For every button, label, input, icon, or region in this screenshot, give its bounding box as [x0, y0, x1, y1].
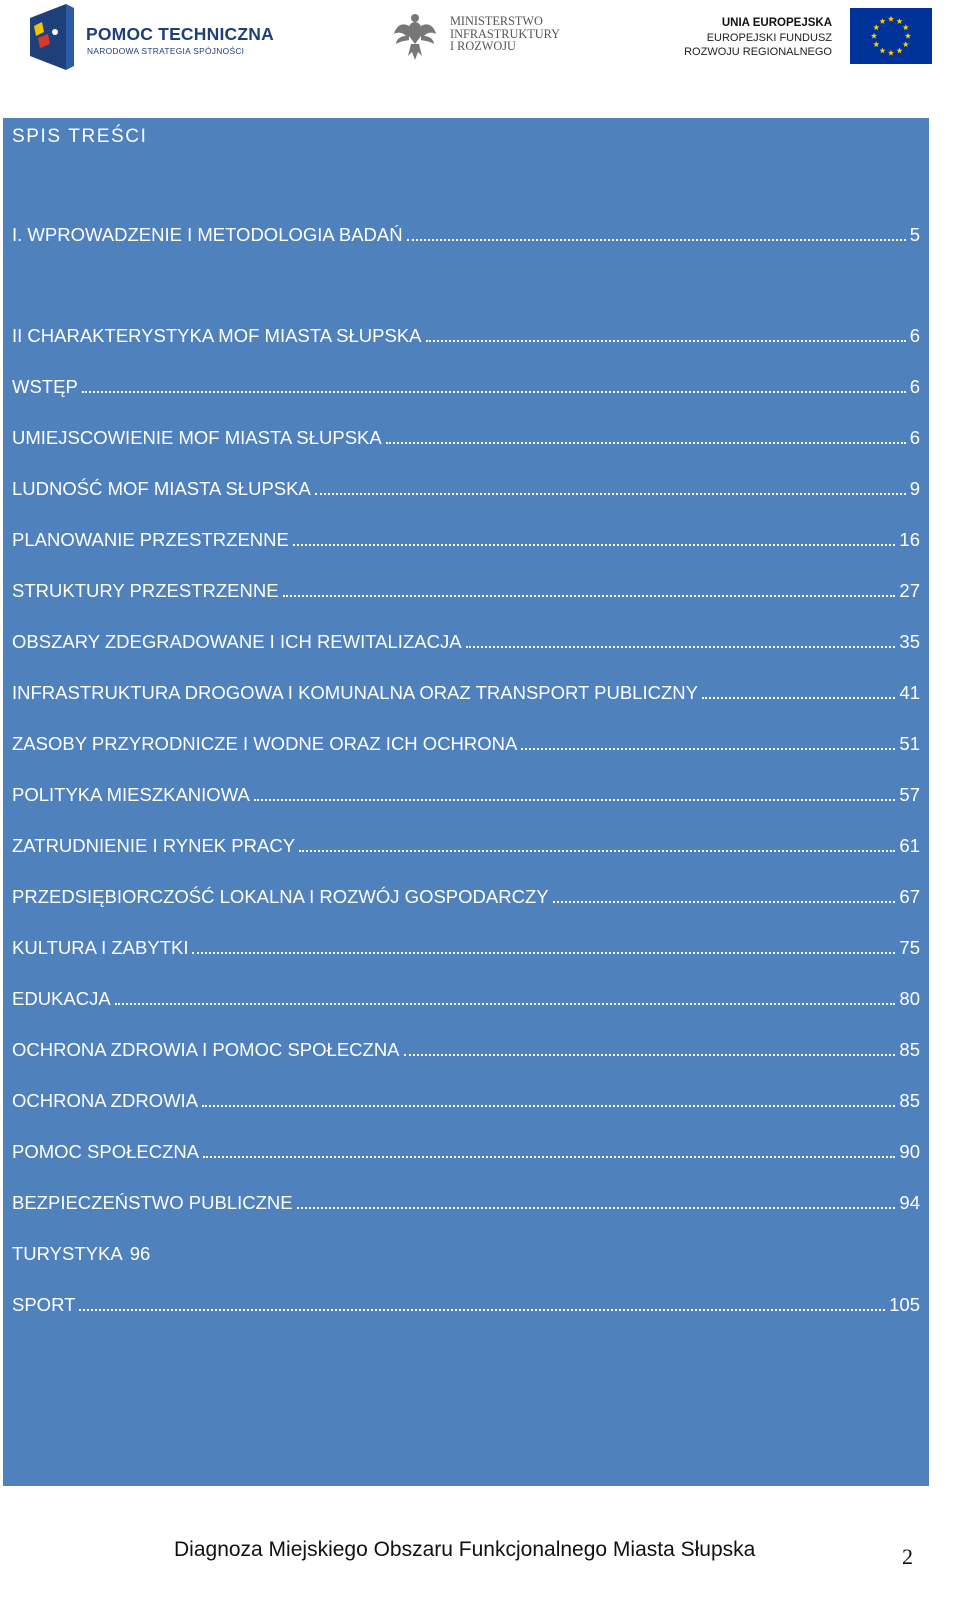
pomoc-techniczna-emblem-icon	[28, 4, 76, 70]
ministry-line-3: I ROZWOJU	[450, 39, 516, 53]
toc-entry-page: 105	[889, 1294, 920, 1315]
toc-entry-label: OCHRONA ZDROWIA	[12, 1090, 199, 1111]
toc-entry-label: TURYSTYKA	[12, 1243, 123, 1264]
toc-entry[interactable]	[12, 678, 920, 704]
eu-fund-name	[684, 16, 832, 60]
toc-entry-label: ZATRUDNIENIE I RYNEK PRACY	[12, 835, 296, 856]
toc-entry[interactable]	[12, 1239, 920, 1265]
toc-dot-leader	[297, 1205, 896, 1209]
toc-dot-leader	[283, 593, 896, 597]
toc-entry-label: LUDNOŚĆ MOF MIASTA SŁUPSKA	[12, 478, 311, 499]
toc-entry-page: 6	[909, 427, 920, 448]
toc-entry[interactable]	[12, 372, 920, 398]
toc-entry-label: BEZPIECZEŃSTWO PUBLICZNE	[12, 1192, 293, 1213]
toc-entry-label: I. WPROWADZENIE I METODOLOGIA BADAŃ	[12, 224, 403, 245]
toc-entry-page: 67	[899, 886, 920, 907]
toc-entry[interactable]	[12, 831, 920, 857]
toc-entry-page: 85	[899, 1090, 920, 1111]
toc-dot-leader	[407, 237, 906, 241]
toc-dot-leader	[404, 1052, 896, 1056]
toc-entry-label: INFRASTRUKTURA DROGOWA I KOMUNALNA ORAZ TRANSPORT PUBLICZNY	[12, 682, 698, 703]
toc-dot-leader	[293, 542, 896, 546]
toc-dot-leader	[202, 1103, 895, 1107]
toc-heading: SPIS TREŚCI	[12, 126, 148, 147]
toc-entry-page: 6	[909, 376, 920, 397]
toc-entry[interactable]	[12, 1188, 920, 1214]
toc-entry-label: POLITYKA MIESZKANIOWA	[12, 784, 250, 805]
toc-entry-label: EDUKACJA	[12, 988, 111, 1009]
toc-entry-page: 75	[899, 937, 920, 958]
toc-entry-label: SPORT	[12, 1294, 76, 1315]
toc-dot-leader	[521, 746, 895, 750]
toc-entry[interactable]	[12, 984, 920, 1010]
eu-line-2: EUROPEJSKI FUNDUSZ	[706, 31, 832, 44]
toc-entry-label: II CHARAKTERYSTYKA MOF MIASTA SŁUPSKA	[12, 325, 422, 346]
pomoc-techniczna-subtitle: NARODOWA STRATEGIA SPÓJNOŚCI	[87, 46, 245, 56]
toc-dot-leader	[82, 389, 906, 393]
toc-entry-page: 96	[129, 1243, 151, 1264]
eu-flag-icon	[850, 8, 932, 64]
toc-entry[interactable]	[12, 423, 920, 449]
toc-dot-leader	[466, 644, 896, 648]
toc-entry-page: 6	[909, 325, 920, 346]
toc-entry-label: OCHRONA ZDROWIA I POMOC SPOŁECZNA	[12, 1039, 400, 1060]
toc-dot-leader	[115, 1001, 896, 1005]
toc-dot-leader	[254, 797, 896, 801]
toc-entry-page: 27	[899, 580, 920, 601]
toc-entry-label: PLANOWANIE PRZESTRZENNE	[12, 529, 289, 550]
toc-entry[interactable]	[12, 729, 920, 755]
toc-dot-leader	[386, 440, 906, 444]
toc-dot-leader	[315, 491, 906, 495]
toc-entry-page: 16	[899, 529, 920, 550]
ministry-line-1: MINISTERSTWO	[450, 14, 543, 28]
toc-entry[interactable]	[12, 1290, 920, 1316]
toc-entry-page: 80	[899, 988, 920, 1009]
toc-entry-page: 51	[899, 733, 920, 754]
toc-entry-label: STRUKTURY PRZESTRZENNE	[12, 580, 279, 601]
toc-dot-leader	[426, 338, 906, 342]
toc-dot-leader	[192, 950, 895, 954]
eu-line-3: ROZWOJU REGIONALNEGO	[684, 46, 832, 58]
toc-entry[interactable]	[12, 474, 920, 500]
toc-entry-label: PRZEDSIĘBIORCZOŚĆ LOKALNA I ROZWÓJ GOSPODARCZY	[12, 886, 549, 907]
toc-entry[interactable]	[12, 882, 920, 908]
toc-entry-label: POMOC SPOŁECZNA	[12, 1141, 200, 1162]
toc-entry[interactable]	[12, 220, 920, 246]
toc-entry-page: 57	[899, 784, 920, 805]
toc-entry[interactable]	[12, 1086, 920, 1112]
pomoc-techniczna-title: POMOC TECHNICZNA	[86, 24, 274, 44]
toc-entry[interactable]	[12, 627, 920, 653]
toc-dot-leader	[553, 899, 896, 903]
footer-document-title: Diagnoza Miejskiego Obszaru Funkcjonalnego Miasta Słupska	[174, 1538, 756, 1561]
toc-entry[interactable]	[12, 321, 920, 347]
toc-entry[interactable]	[12, 933, 920, 959]
toc-entry[interactable]	[12, 1137, 920, 1163]
toc-dot-leader	[299, 848, 895, 852]
toc-entry-label: KULTURA I ZABYTKI	[12, 937, 189, 958]
toc-entry[interactable]	[12, 1035, 920, 1061]
toc-entry-label: ZASOBY PRZYRODNICZE I WODNE ORAZ ICH OCHRONA	[12, 733, 518, 754]
table-of-contents	[3, 118, 929, 1486]
toc-entry-page: 61	[899, 835, 920, 856]
toc-entry-page: 85	[899, 1039, 920, 1060]
footer-page-number: 2	[902, 1544, 913, 1569]
toc-entry-label: UMIEJSCOWIENIE MOF MIASTA SŁUPSKA	[12, 427, 382, 448]
ministry-logo	[392, 10, 582, 62]
toc-entry[interactable]	[12, 525, 920, 551]
toc-entry-label: OBSZARY ZDEGRADOWANE I ICH REWITALIZACJA	[12, 631, 462, 652]
eu-line-1: UNIA EUROPEJSKA	[721, 17, 832, 29]
page-header	[0, 0, 960, 80]
ministry-name	[450, 15, 560, 53]
toc-entry[interactable]	[12, 780, 920, 806]
eu-logo	[680, 8, 932, 66]
toc-entry-page: 5	[909, 224, 920, 245]
toc-entry-page: 9	[909, 478, 920, 499]
ministry-line-2: INFRASTRUKTURY	[450, 26, 561, 41]
toc-entry-page: 41	[899, 682, 920, 703]
pomoc-techniczna-logo	[28, 4, 274, 70]
toc-entry-label: WSTĘP	[12, 376, 78, 397]
toc-dot-leader	[79, 1307, 885, 1311]
toc-entry[interactable]	[12, 576, 920, 602]
toc-dot-leader	[203, 1154, 895, 1158]
toc-dot-leader	[702, 695, 895, 699]
polish-eagle-icon	[392, 10, 438, 62]
toc-entry-page: 94	[899, 1192, 920, 1213]
toc-entry-page: 90	[899, 1141, 920, 1162]
toc-entry-page: 35	[899, 631, 920, 652]
